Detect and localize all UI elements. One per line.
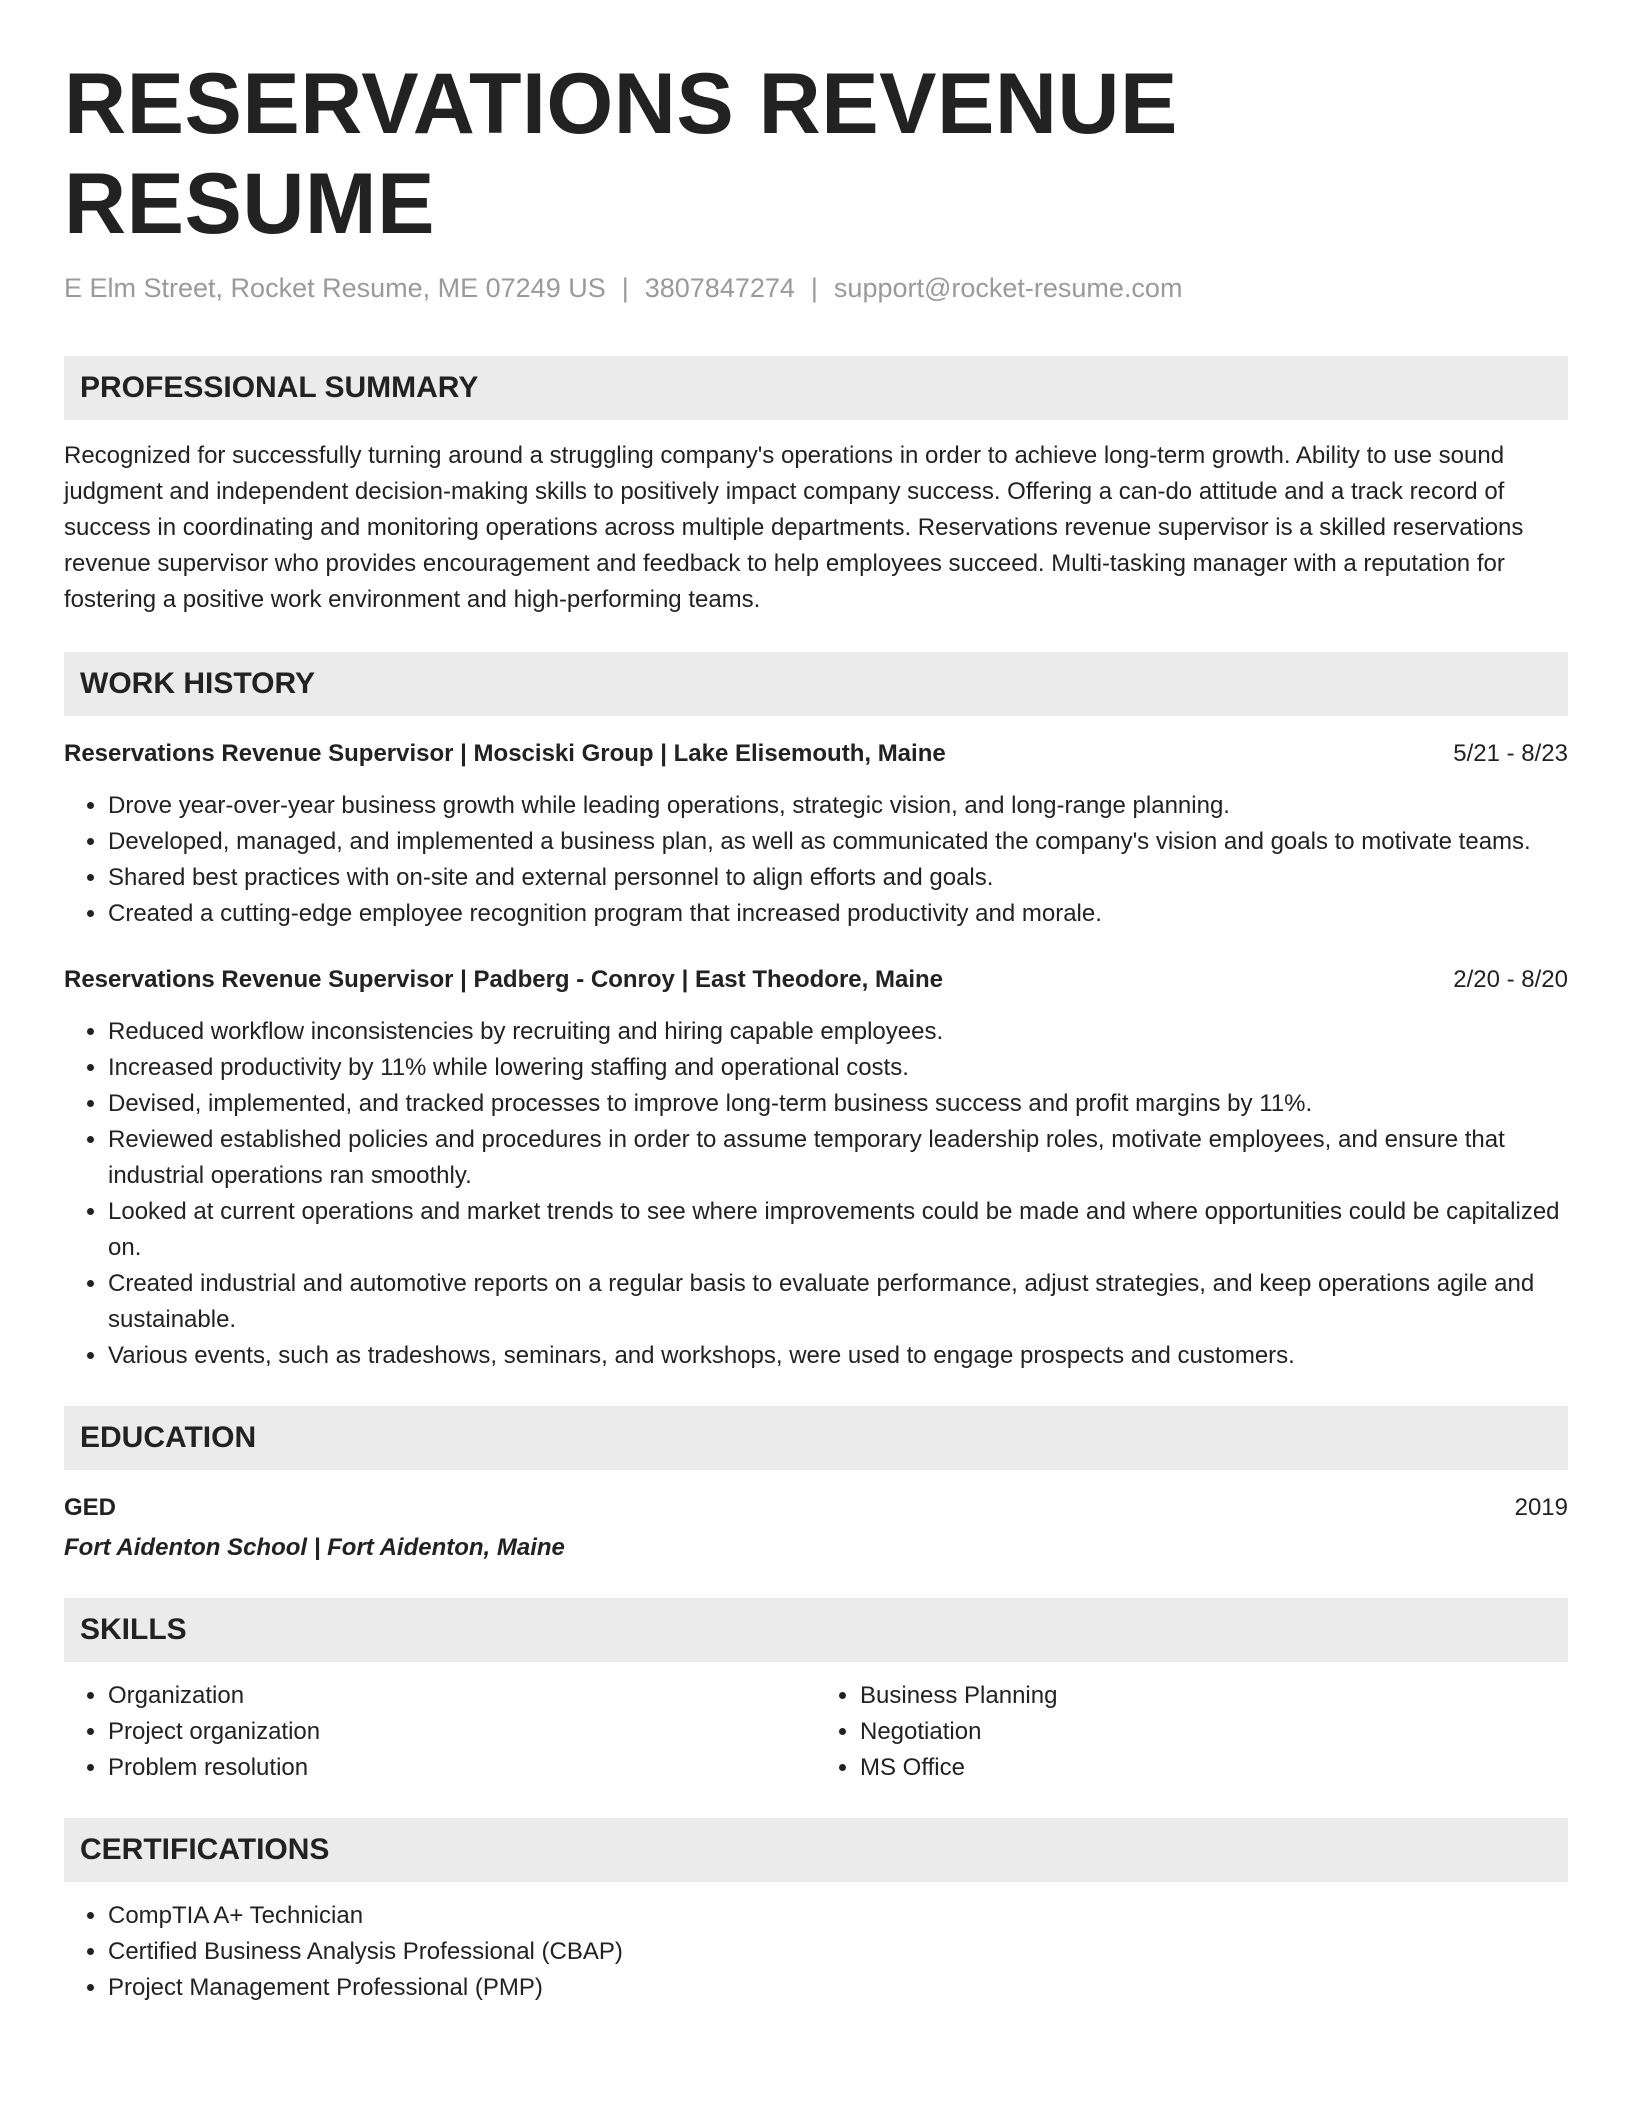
skills-list — [64, 1678, 1568, 1786]
skill-item: • Negotiation — [860, 1714, 1568, 1750]
skills-column-left — [64, 1678, 816, 1786]
education-year: 2019 — [1514, 1494, 1568, 1521]
skill-item: • Organization — [108, 1678, 816, 1714]
education-school: Fort Aidenton School | Fort Aidenton, Maine — [64, 1534, 565, 1561]
job-bullet: • Created industrial and automotive reports on a regular basis to evaluate performance, adjust strategies, and keep operations agile and sustainable. — [108, 1266, 1568, 1338]
section-heading-skills: SKILLS — [64, 1598, 1568, 1662]
job-title: Reservations Revenue Supervisor | Mosciski Group | Lake Elisemouth, Maine — [64, 740, 946, 767]
job-header — [64, 962, 1568, 998]
job-bullets — [64, 1014, 1568, 1374]
contact-separator: | — [621, 273, 629, 303]
education-degree: GED — [64, 1494, 117, 1521]
section-heading-education: EDUCATION — [64, 1406, 1568, 1470]
certification-item: • Project Management Professional (PMP) — [108, 1970, 1568, 2006]
job-bullet: • Increased productivity by 11% while lowering staffing and operational costs. — [108, 1050, 1568, 1086]
contact-separator: | — [810, 273, 818, 303]
job-header — [64, 736, 1568, 772]
job-bullet: • Drove year-over-year business growth while leading operations, strategic vision, and long-range planning. — [108, 788, 1568, 824]
section-heading-summary: PROFESSIONAL SUMMARY — [64, 356, 1568, 420]
contact-address: E Elm Street, Rocket Resume, ME 07249 US — [64, 273, 606, 303]
job-entry — [64, 962, 1568, 1374]
job-bullet: • Looked at current operations and market trends to see where improvements could be made and where opportunities could be capitalized on. — [108, 1194, 1568, 1266]
skill-item: • Business Planning — [860, 1678, 1568, 1714]
job-bullet: • Reviewed established policies and procedures in order to assume temporary leadership roles, motivate employees, and ensure that industrial operations ran smoothly. — [108, 1122, 1568, 1194]
job-bullet: • Various events, such as tradeshows, seminars, and workshops, were used to engage prospects and customers. — [108, 1338, 1568, 1374]
education-header — [64, 1490, 1568, 1526]
contact-line — [64, 268, 1568, 308]
skill-item: • MS Office — [860, 1750, 1568, 1786]
skill-item: • Problem resolution — [108, 1750, 816, 1786]
skills-column-right — [816, 1678, 1568, 1786]
skill-item: • Project organization — [108, 1714, 816, 1750]
job-entry — [64, 736, 1568, 932]
job-bullet: • Developed, managed, and implemented a business plan, as well as communicated the company's vision and goals to motivate teams. — [108, 824, 1568, 860]
section-heading-work-history: WORK HISTORY — [64, 652, 1568, 716]
job-bullets — [64, 788, 1568, 932]
certifications-list — [64, 1898, 1568, 2006]
resume-title: RESERVATIONS REVENUE RESUME — [64, 56, 1178, 252]
job-dates: 2/20 - 8/20 — [1453, 966, 1568, 993]
job-bullet: • Created a cutting-edge employee recognition program that increased productivity and morale. — [108, 896, 1568, 932]
job-bullet: • Reduced workflow inconsistencies by recruiting and hiring capable employees. — [108, 1014, 1568, 1050]
job-bullet: • Shared best practices with on-site and external personnel to align efforts and goals. — [108, 860, 1568, 896]
certification-item: • CompTIA A+ Technician — [108, 1898, 1568, 1934]
contact-phone: 3807847274 — [644, 273, 795, 303]
job-bullet: • Devised, implemented, and tracked processes to improve long-term business success and profit margins by 11%. — [108, 1086, 1568, 1122]
summary-text: Recognized for successfully turning around a struggling company's operations in order to achieve long-term growth. Ability to use sound judgment and independent decision-making skills to positively impact company success. Offering a can-do attitude and a track record of success in coordinating and monitoring operations across multiple departments. Reservations revenue supervisor is a skilled reservations revenue supervisor who provides encouragement and feedback to help employees succeed. Multi-tasking manager with a reputation for fostering a positive work environment and high-performing teams. — [64, 442, 1524, 613]
contact-email: support@rocket-resume.com — [833, 273, 1183, 303]
job-dates: 5/21 - 8/23 — [1453, 740, 1568, 767]
certification-item: • Certified Business Analysis Professional (CBAP) — [108, 1934, 1568, 1970]
section-heading-certifications: CERTIFICATIONS — [64, 1818, 1568, 1882]
job-title: Reservations Revenue Supervisor | Padberg - Conroy | East Theodore, Maine — [64, 966, 943, 993]
